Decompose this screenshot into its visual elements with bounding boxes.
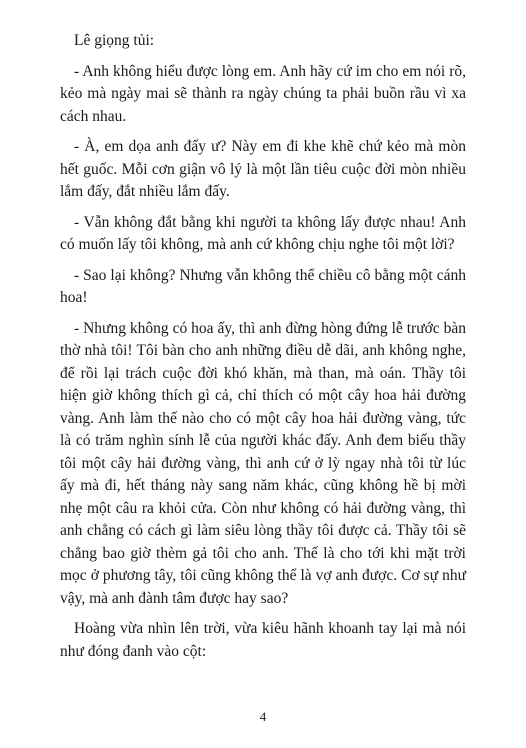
paragraph-4: - Vẫn không đắt bằng khi người ta không lấy được nhau! Anh có muốn lấy tôi không, mà anh cứ không chịu nghe tôi một lời? — [60, 213, 466, 253]
paragraph-1: Lê giọng tủi: — [74, 32, 155, 49]
paragraph-7: Hoàng vừa nhìn lên trời, vừa kiêu hãnh khoanh tay lại mà nói như đóng đanh vào cột: — [60, 620, 466, 660]
page-number: 4 — [259, 709, 267, 724]
body-text — [60, 30, 466, 671]
paragraph-6: - Nhưng không có hoa ấy, thì anh đừng hòng đứng lễ trước bàn thờ nhà tôi! Tôi bàn cho anh những điều dễ dãi, anh không nghe, để rồi lại trách cuộc đời khó khăn, mà than, mà oán. Thầy tôi hiện giờ không thích gì cả, chỉ thích có một cây hoa hải đường vàng. Anh làm thế nào cho có một cây hoa hải đường vàng, tức là có trăm nghìn sính lễ của người khác đấy. Anh đem biếu thầy tôi một cây hải đường vàng, thì anh cứ ở lỳ ngay nhà tôi từ lúc ấy mà đi, hết tháng này sang năm khác, cũng không hề bị mời nhẹ một câu ra khỏi cửa. Còn như không có hải đường vàng, thì anh chẳng có cách gì làm siêu lòng thầy tôi được cả. Thầy tôi sẽ chẳng bao giờ thèm gả tôi cho anh. Thế là cho tới khi mặt trời mọc ở phương tây, tôi cũng không thể là vợ anh được. Cơ sự như vậy, mà anh đành tâm được hay sao? — [60, 319, 466, 607]
paragraph-2: - Anh không hiểu được lòng em. Anh hãy cứ im cho em nói rõ, kẻo mà ngày mai sẽ thành ra ngày chúng ta phải buồn rầu vì xa cách nhau. — [60, 62, 466, 125]
paragraph-3: - À, em dọa anh đấy ư? Này em đi khe khẽ chứ kẻo mà mòn hết guốc. Mỗi cơn giận vô lý là một lần tiêu cuộc đời mòn nhiều lắm đấy, đắt nhiều lắm đấy. — [60, 138, 466, 200]
paragraph-5: - Sao lại không? Nhưng vẫn không thể chiều cô bằng một cánh hoa! — [60, 266, 466, 306]
